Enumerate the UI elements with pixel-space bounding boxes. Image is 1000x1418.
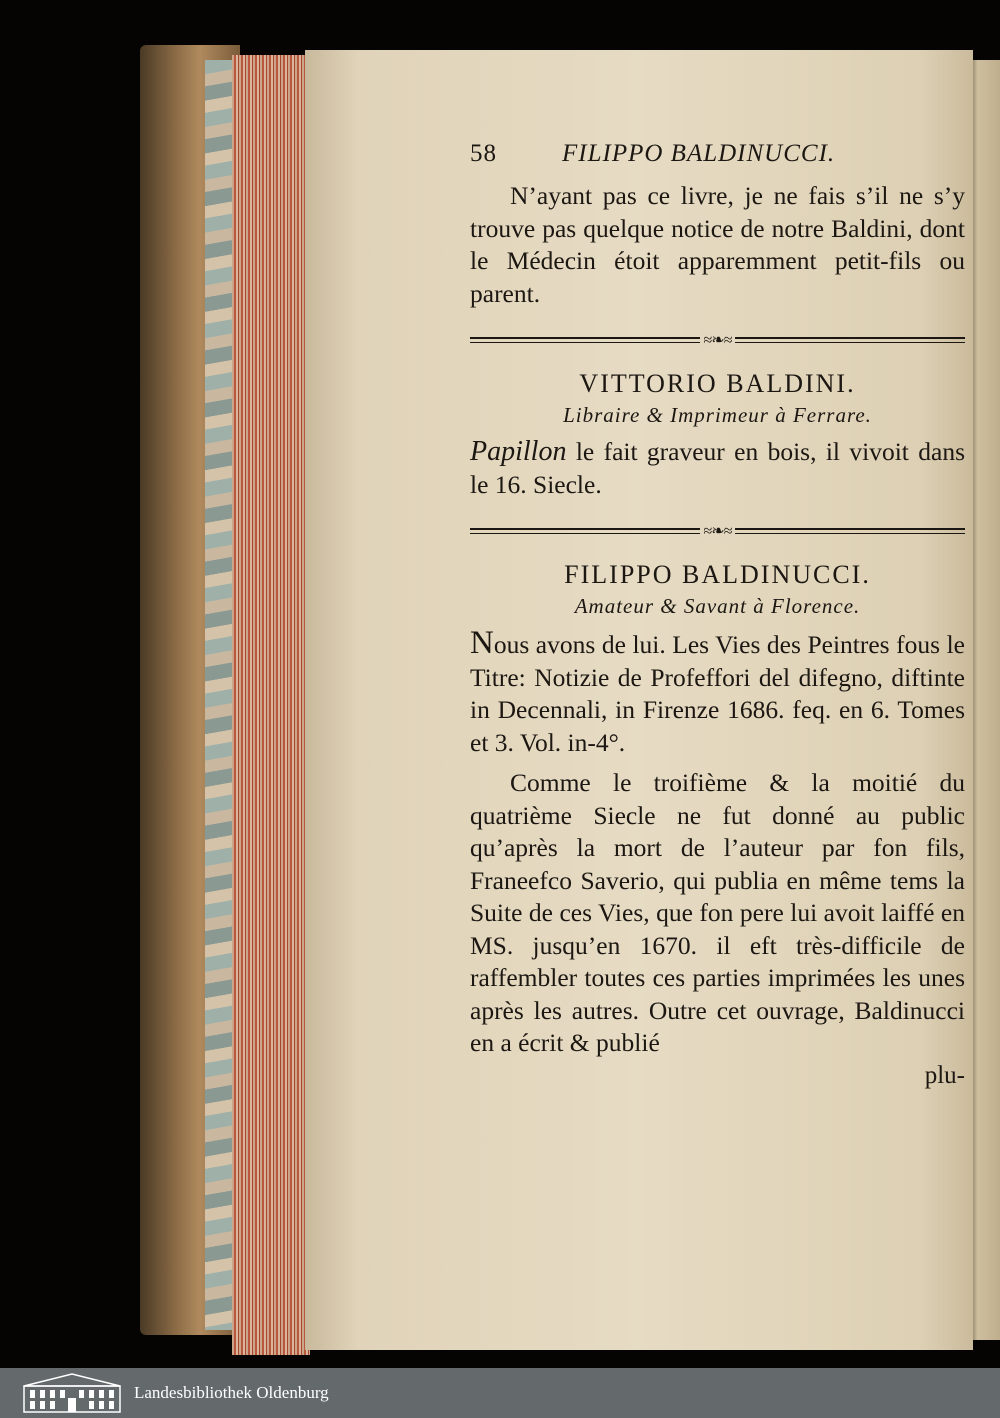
- running-title: FILIPPO BALDINUCCI.: [562, 140, 836, 167]
- section-heading-vittorio: VITTORIO BALDINI.: [579, 369, 856, 398]
- section-subtitle-vittorio: Libraire & Imprimeur à Ferrare.: [563, 403, 872, 427]
- ornamental-rule: [470, 525, 965, 539]
- section-subtitle-filippo: Amateur & Savant à Florence.: [574, 594, 861, 618]
- section-body-vittorio: [470, 436, 965, 501]
- page-text: [470, 140, 965, 1090]
- page-edges: [232, 55, 310, 1355]
- marbled-endpaper: [205, 60, 235, 1330]
- footer-bar: [0, 1368, 1000, 1418]
- body-name-papillon: Papillon: [470, 436, 567, 467]
- running-head: [470, 140, 965, 168]
- ornament-glyph: ≈❧≈: [700, 330, 736, 350]
- intro-paragraph: N’ayant pas ce livre, je ne fais s’il ne s’y trouve pas quelque notice de notre Baldini, dont le Médecin étoit apparemment petit-fils ou parent.: [470, 181, 965, 308]
- catchword: plu-: [924, 1061, 965, 1089]
- body-text-filippo-1: ous avons de lui. Les Vies des Peintres fous le Titre: Notizie de Profeffori del difegno, diftinte in Decennali, in Firenze 1686. feq. en 6. Tomes et 3. Vol. in-4°.: [470, 630, 965, 757]
- section-heading-filippo: FILIPPO BALDINUCCI.: [564, 560, 871, 589]
- drop-cap: N: [470, 625, 494, 661]
- footer-label: Landesbibliothek Oldenburg: [134, 1383, 329, 1402]
- section-body-filippo-1: [470, 627, 965, 759]
- section-body-filippo-2: Comme le troifième & la moitié du quatrième Siecle ne fut donné au public qu’après la mort de l’auteur par fon fils, Franeefco Saverio, qui publia en même tems la Suite de ces Vies, que fon pere lui avoit laiffé en MS. jusqu’en 1670. il eft très-difficile de raffembler toutes ces parties imprimées les unes après les autres. Outre cet ouvrage, Baldinucci en a écrit & publié: [470, 768, 965, 1057]
- page-number: 58: [470, 140, 497, 167]
- ornamental-rule: [470, 334, 965, 348]
- library-building-icon: [22, 1372, 122, 1414]
- ornament-glyph: ≈❧≈: [700, 521, 736, 541]
- body-text-vittorio: le fait graveur en bois, il vivoit dans le 16. Siecle.: [470, 437, 965, 499]
